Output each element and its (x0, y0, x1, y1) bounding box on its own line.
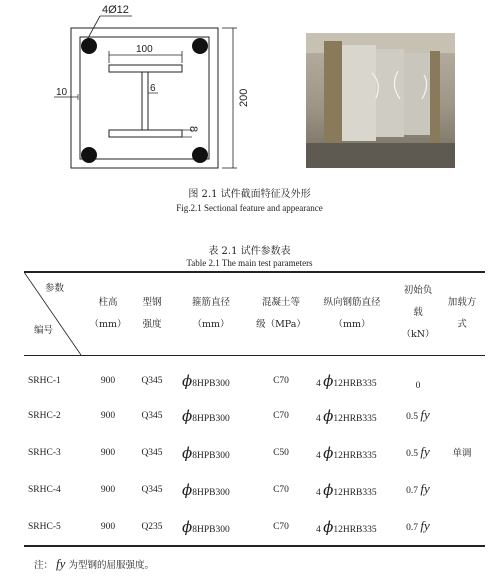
cell-steel: Q345 (141, 376, 163, 386)
phi-symbol: ϕ (182, 372, 193, 390)
cell-stirrup: ϕ8HPB300 (182, 444, 230, 462)
phi-symbol: ϕ (323, 518, 334, 536)
footnote-fy: fy (56, 556, 66, 571)
flange-width-label: 100 (136, 44, 153, 55)
header-initial-load: 初始负 载 （kN） (401, 285, 435, 340)
cell-initial-load: 0 (415, 381, 421, 391)
cell-initial-load: 0.5 fy (406, 407, 430, 422)
footnote-prefix: 注： (34, 560, 54, 571)
section-size-label: 200 (238, 88, 250, 107)
web-thickness-label: 6 (150, 83, 156, 94)
cell-steel: Q345 (141, 411, 163, 421)
header-longitudinal: 纵向钢筋直径 （mm） (323, 297, 381, 330)
rebar-top-left (81, 38, 97, 54)
cell-concrete: C70 (273, 411, 289, 421)
rebar-bottom-right (192, 147, 208, 163)
table-bottom-rule (24, 545, 485, 547)
header-load-method: 加载方 式 (447, 297, 477, 330)
cell-height: 900 (100, 376, 116, 386)
cell-initial-load: 0.5 fy (406, 444, 430, 459)
figure-caption-en: Fig.2.1 Sectional feature and appearance (176, 203, 323, 213)
cell-stirrup: ϕ8HPB300 (182, 407, 230, 425)
cell-id: SRHC-4 (28, 485, 61, 495)
cross-section-drawing (40, 0, 260, 180)
cell-id: SRHC-3 (28, 448, 61, 458)
steel-top-flange (109, 65, 182, 72)
table-header-rule (24, 355, 485, 356)
footnote-text: 为型钢的屈服强度。 (68, 560, 154, 571)
steel-bottom-flange (109, 130, 182, 137)
rebar-bottom-left (81, 147, 97, 163)
cell-concrete: C70 (273, 376, 289, 386)
footnote (34, 556, 154, 572)
table-top-rule (24, 271, 485, 273)
cell-stirrup: ϕ8HPB300 (182, 481, 230, 499)
cell-concrete: C50 (273, 448, 289, 458)
table-title-cn: 表 2.1 试件参数表 (208, 246, 291, 257)
cell-height: 900 (100, 522, 116, 532)
figure-caption-cn: 图 2.1 试件截面特征及外形 (188, 189, 311, 200)
phi-symbol: ϕ (323, 481, 334, 499)
cell-height: 900 (100, 411, 116, 421)
header-steel: 型钢 强度 (142, 297, 162, 330)
cell-steel: Q345 (141, 485, 163, 495)
header-concrete: 混凝土等 级（MPa） (256, 297, 306, 330)
rebar-label: 4Ø12 (102, 4, 129, 16)
cell-stirrup: ϕ8HPB300 (182, 518, 230, 536)
cell-steel: Q235 (141, 522, 163, 532)
cell-longitudinal: 4 ϕ12HRB335 (316, 518, 377, 536)
phi-symbol: ϕ (182, 444, 193, 462)
cell-height: 900 (100, 448, 116, 458)
flange-thickness-label: 8 (187, 126, 199, 133)
corner-param: 参数 (45, 283, 65, 294)
steel-web (142, 72, 148, 130)
cell-longitudinal: 4 ϕ12HRB335 (316, 372, 377, 390)
phi-symbol: ϕ (323, 372, 334, 390)
load-method-cell: 单调 (452, 448, 472, 459)
cell-longitudinal: 4 ϕ12HRB335 (316, 481, 377, 499)
phi-symbol: ϕ (182, 481, 193, 499)
cell-initial-load: 0.7 fy (406, 518, 430, 533)
specimen-photo (306, 33, 455, 168)
header-height: 柱高 （mm） (89, 297, 127, 330)
cell-longitudinal: 4 ϕ12HRB335 (316, 407, 377, 425)
cell-steel: Q345 (141, 448, 163, 458)
rebar-top-right (192, 38, 208, 54)
phi-symbol: ϕ (182, 407, 193, 425)
header-stirrup: 箍筋直径 （mm） (191, 297, 230, 330)
cell-stirrup: ϕ8HPB300 (182, 372, 230, 390)
cell-initial-load: 0.7 fy (406, 481, 430, 496)
cell-concrete: C70 (273, 485, 289, 495)
corner-id: 编号 (34, 325, 54, 336)
cell-longitudinal: 4 ϕ12HRB335 (316, 444, 377, 462)
cover-label: 10 (56, 87, 68, 98)
phi-symbol: ϕ (323, 407, 334, 425)
cell-concrete: C70 (273, 522, 289, 532)
cell-height: 900 (100, 485, 116, 495)
cell-id: SRHC-1 (28, 376, 61, 386)
cell-id: SRHC-2 (28, 411, 61, 421)
table-title-en: Table 2.1 The main test parameters (186, 258, 313, 268)
phi-symbol: ϕ (182, 518, 193, 536)
cell-id: SRHC-5 (28, 522, 61, 532)
phi-symbol: ϕ (323, 444, 334, 462)
